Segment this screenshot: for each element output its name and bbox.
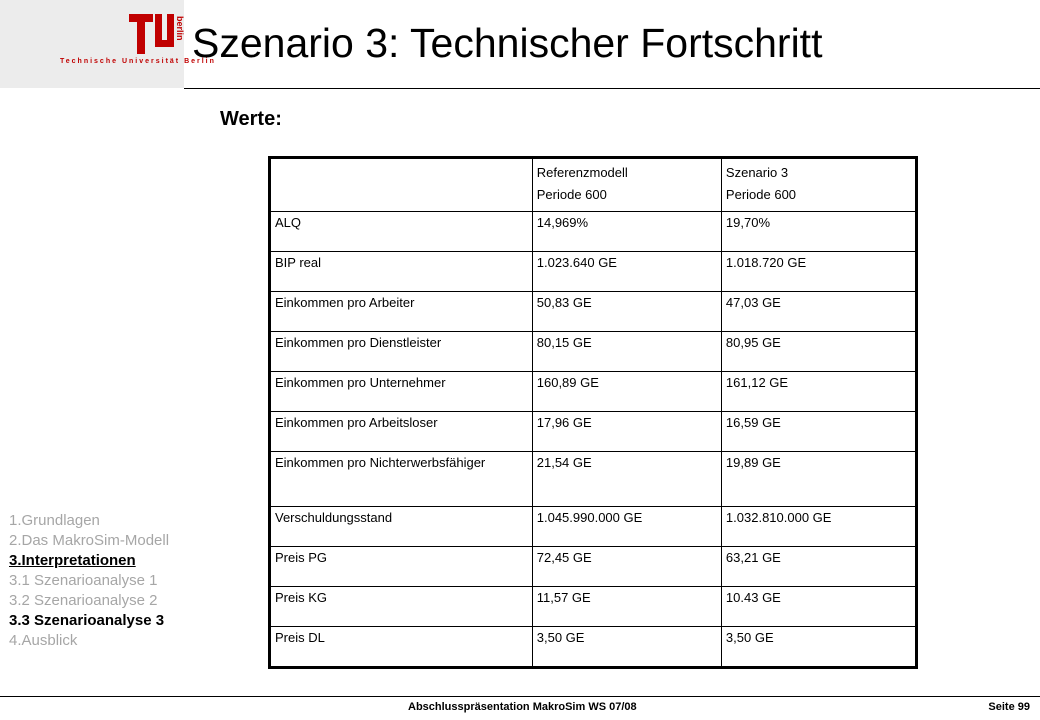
row-label: BIP real — [270, 252, 533, 292]
scen-value: 10.43 GE — [721, 587, 916, 627]
logo-mark-text: berlin — [175, 16, 185, 41]
scen-value: 47,03 GE — [721, 292, 916, 332]
row-label: Verschuldungsstand — [270, 507, 533, 547]
scen-value: 80,95 GE — [721, 332, 916, 372]
table-row — [270, 332, 917, 372]
row-label: ALQ — [270, 212, 533, 252]
top-divider — [184, 88, 1040, 89]
ref-value: 17,96 GE — [532, 412, 721, 452]
row-label: Einkommen pro Arbeiter — [270, 292, 533, 332]
toc-item-szenarioanalyse-3[interactable]: 3.3 Szenarioanalyse 3 — [9, 612, 165, 629]
scen-value: 16,59 GE — [721, 412, 916, 452]
scen-value: 63,21 GE — [721, 547, 916, 587]
row-label: Preis KG — [270, 587, 533, 627]
header-scen-line1: Szenario 3 — [725, 165, 789, 180]
row-label: Einkommen pro Dienstleister — [270, 332, 533, 372]
table-row — [270, 412, 917, 452]
header-ref-line1: Referenzmodell — [536, 165, 628, 180]
row-label: Einkommen pro Arbeitsloser — [270, 412, 533, 452]
table-of-contents — [9, 511, 189, 651]
scen-value: 1.032.810.000 GE — [721, 507, 916, 547]
row-label: Preis DL — [270, 627, 533, 668]
slide-title: Szenario 3: Technischer Fortschritt — [192, 20, 823, 66]
header-scen-line2: Periode 600 — [725, 187, 797, 202]
table-row — [270, 452, 917, 507]
tu-logo-mark — [129, 14, 185, 62]
toc-item-szenarioanalyse-1[interactable]: 3.1 Szenarioanalyse 1 — [9, 572, 158, 589]
header-szenario — [721, 158, 916, 212]
ref-value: 3,50 GE — [532, 627, 721, 668]
ref-value: 1.045.990.000 GE — [532, 507, 721, 547]
scen-value: 161,12 GE — [721, 372, 916, 412]
scen-value: 19,70% — [721, 212, 916, 252]
bottom-divider — [0, 696, 1040, 697]
table-row — [270, 372, 917, 412]
ref-value: 160,89 GE — [532, 372, 721, 412]
footer-page-number: Seite 99 — [988, 701, 1030, 713]
scen-value: 3,50 GE — [721, 627, 916, 668]
table-row — [270, 292, 917, 332]
ref-value: 50,83 GE — [532, 292, 721, 332]
toc-item-szenarioanalyse-2[interactable]: 3.2 Szenarioanalyse 2 — [9, 592, 158, 609]
table-row — [270, 507, 917, 547]
toc-item-interpretationen[interactable]: 3.Interpretationen — [9, 552, 136, 569]
toc-item-ausblick[interactable]: 4.Ausblick — [9, 632, 78, 649]
table-row — [270, 547, 917, 587]
table-row — [270, 252, 917, 292]
values-table — [268, 156, 918, 669]
header-referenzmodell — [532, 158, 721, 212]
ref-value: 11,57 GE — [532, 587, 721, 627]
tu-berlin-logo — [0, 0, 216, 88]
header-blank-cell — [270, 158, 533, 212]
row-label: Einkommen pro Nichterwerbsfähiger — [270, 452, 533, 507]
section-heading: Werte: — [220, 108, 282, 130]
header-ref-line2: Periode 600 — [536, 187, 607, 202]
table-row — [270, 587, 917, 627]
table-row — [270, 212, 917, 252]
table-header-row — [270, 158, 917, 212]
ref-value: 21,54 GE — [532, 452, 721, 507]
table-row — [270, 627, 917, 668]
scen-value: 19,89 GE — [721, 452, 916, 507]
footer-presentation-title: Abschlusspräsentation MakroSim WS 07/08 — [408, 701, 637, 713]
toc-item-makrosim-modell[interactable]: 2.Das MakroSim-Modell — [9, 532, 170, 549]
ref-value: 80,15 GE — [532, 332, 721, 372]
ref-value: 14,969% — [532, 212, 721, 252]
logo-subtitle: Technische Universität Berlin — [60, 58, 216, 65]
toc-item-grundlagen[interactable]: 1.Grundlagen — [9, 512, 100, 529]
ref-value: 1.023.640 GE — [532, 252, 721, 292]
row-label: Einkommen pro Unternehmer — [270, 372, 533, 412]
row-label: Preis PG — [270, 547, 533, 587]
ref-value: 72,45 GE — [532, 547, 721, 587]
scen-value: 1.018.720 GE — [721, 252, 916, 292]
